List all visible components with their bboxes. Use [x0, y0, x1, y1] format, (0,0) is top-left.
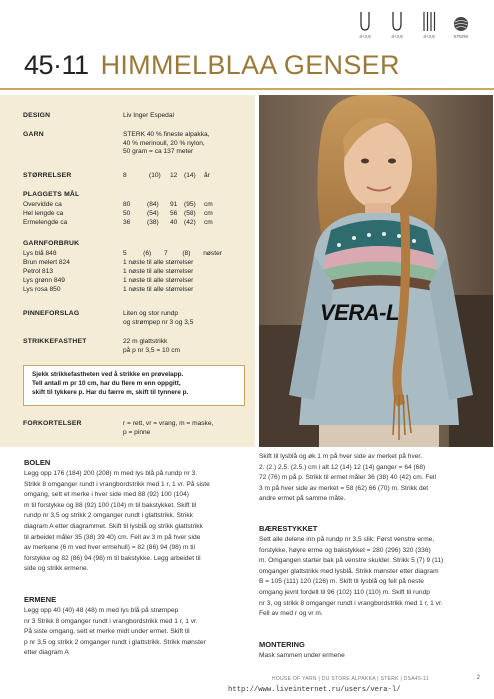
- sleeve-continuation: [259, 452, 491, 505]
- body-line: 2. (2.) 2,5. (2.5.) cm i alt 12 (14) 12 (14) ganger = 64 (68): [259, 463, 426, 471]
- yarn-amount: 1 nøste til alle størrelser: [123, 286, 194, 293]
- design-label: DESIGN: [23, 112, 51, 119]
- pattern-name: HIMMELBLAA GENSER: [100, 50, 400, 80]
- measure-value: (54): [147, 210, 159, 217]
- yarn-amount: 5 (6) 7 (8) nøster: [123, 250, 222, 257]
- body-line: etter diagram A: [24, 649, 69, 657]
- abbreviations-label: FORKORTELSER: [23, 420, 82, 427]
- design-value: Liv Inger Espedal: [123, 112, 174, 119]
- body-line: 3 m på hver side av merket = 58 (62) 66 (70) m. Strikk det: [259, 484, 429, 492]
- body-line: forstykke og 82 (86) 94 (98) m til bakstykke. Legg arbeidet til: [24, 554, 201, 562]
- body-line: omgang, sett et merke i hver side med 88 (92) 100 (104): [24, 491, 189, 499]
- yarn-amount: 1 nøste til alle størrelser: [123, 268, 194, 275]
- body-line: til arbeidet måler 35 (38) 39 40) cm. Fell av 3 m på hver side: [24, 533, 201, 541]
- size-value: 8: [123, 172, 127, 179]
- measure-value: (84): [147, 201, 159, 208]
- page-number: 2: [476, 675, 480, 681]
- yarn-amount: 1 nøste til alle størrelser: [123, 277, 194, 284]
- size-value: (14): [184, 172, 196, 179]
- measure-name: Ermelengde ca: [23, 219, 68, 226]
- abbreviations-line: r = rett, vr = vrang, m = maske,: [123, 420, 214, 427]
- needles-line: og strømpep nr 3 og 3,5: [123, 318, 194, 326]
- circular-needle-icon: [390, 12, 404, 32]
- body-line: Fell av med r og vr m.: [259, 610, 323, 618]
- measure-value: 50: [123, 210, 131, 217]
- section-heading: ERMENE: [24, 595, 57, 604]
- measure-name: Overvidde ca: [23, 201, 62, 208]
- tool-label: STERK: [453, 34, 469, 39]
- warning-line: Tell antall m pr 10 cm, har du flere m enn oppgitt,: [32, 380, 181, 387]
- section-heading: BÆRESTYKKET: [259, 524, 318, 533]
- body-line: nr 3, og strikk 8 omganger rundt i vrangbordstrikk med 1 r, 1 vr.: [259, 599, 443, 607]
- measure-value: (42): [184, 219, 196, 226]
- body-line: diagram A etter diagrammet. Skift til lysblå og strikk glattstrikk: [24, 522, 203, 530]
- size-value: 12: [170, 172, 178, 179]
- garn-line: 40 % merinoull, 20 % nylon,: [123, 139, 205, 147]
- body-line: av merkene (6 m ved hver ermehull) = 82 (86) 94 (98) m til: [24, 544, 195, 552]
- needles-value: [123, 310, 193, 327]
- pattern-number: 45·11: [24, 50, 89, 80]
- body-line: nr 3 Strikk 8 omganger rundt i vrangbordstrikk med 1 r, 1 vr.: [24, 617, 198, 625]
- yarn-color-name: Lys blå 848: [23, 250, 57, 257]
- ermene-section: [24, 595, 256, 659]
- warning-line: skift til tykkere p. Har du færre m, skift til tynnere p.: [32, 389, 189, 396]
- body-line: B = 105 (111) 120 (126) m. Skift til lysblå og fell på neste: [259, 578, 424, 586]
- abbreviations-line: p = pinne: [123, 428, 151, 436]
- yarn-ball-icon: [453, 16, 469, 32]
- source-url[interactable]: http://www.liveinternet.ru/users/vera-l/: [228, 686, 401, 694]
- measurements-label: PLAGGETS MÅL: [23, 191, 80, 198]
- model-photo: [259, 95, 493, 447]
- section-heading: BOLEN: [24, 458, 51, 467]
- baerestykket-section: [259, 524, 491, 620]
- body-line: Sett alle delene inn på rundp nr 3,5 slik: Først venstre erme,: [259, 536, 435, 543]
- body-line: Legg opp 40 (40) 48 (48) m med lys blå på strømpep: [24, 607, 179, 614]
- garn-value: [123, 131, 210, 157]
- yarn-amount: 1 nøste til alle størrelser: [123, 259, 194, 266]
- gauge-label: STRIKKEFASTHET: [23, 338, 87, 345]
- tool-label: 3+3,5: [391, 34, 403, 39]
- girl-in-sweater-illustration: [259, 95, 493, 447]
- body-line: m til forstykke og 88 (92) 100 (104) m til bakstykket. Skift til: [24, 501, 197, 509]
- body-line: Legg opp 176 (184) 200 (208) m med lys blå på rundp nr 3.: [24, 470, 198, 477]
- needles-label: PINNEFORSLAG: [23, 310, 80, 317]
- body-line: omganger glattstrikk med lysblå. Strikk mønster etter diagram: [259, 567, 439, 575]
- double-pointed-needles-icon: [422, 12, 436, 32]
- yarn-color-name: Lys rosa 850: [23, 286, 61, 293]
- watermark: VERA-L: [320, 300, 399, 325]
- size-unit: år: [204, 172, 210, 179]
- body-line: p nr 3,5 og strikk 2 omganger rundt i glattstrikk. Strikk mønster: [24, 638, 206, 646]
- garn-line: 50 gram = ca 137 meter: [123, 148, 194, 156]
- body-line: rundp nr 3,5 og strikk 2 omganger rundt i glattstrikk. Strikk: [24, 512, 193, 520]
- body-line: m. Omgangen starter bak på venstre skulder. Strikk 5 (7) 9 (11): [259, 557, 444, 565]
- circular-needle-icon: [358, 12, 372, 32]
- body-line: Strikk 8 omganger rundt i vrangbordstrikk med 1 r, 1 vr. På siste: [24, 480, 210, 488]
- body-line: På siste omgang, sett et merke midt under ermet. Skift til: [24, 628, 190, 636]
- body-line: andre ermet på samme måte.: [259, 495, 346, 503]
- body-line: 72 (76) m på p. Strikk til ermet måler 36 (38) 40 (42) cm. Fell: [259, 474, 436, 482]
- abbreviations-value: [123, 420, 213, 437]
- sizes-label: STØRRELSER: [23, 172, 72, 179]
- tool-2: [386, 12, 408, 39]
- measure-value: 40: [170, 219, 178, 226]
- yarn-color-name: Brun melert 824: [23, 259, 70, 266]
- gauge-warning-box: [23, 365, 245, 406]
- measure-value: 36: [123, 219, 131, 226]
- measure-value: 80: [123, 201, 131, 208]
- measure-value: 91: [170, 201, 178, 208]
- tool-1: [354, 12, 376, 39]
- tool-label: 3+3,5: [359, 34, 371, 39]
- warning-line: Sjekk strikkefastheten ved å strikke en prøvelapp.: [32, 371, 184, 378]
- bolen-section: [24, 458, 256, 575]
- gauge-value: [123, 338, 180, 355]
- measure-value: (58): [184, 210, 196, 217]
- measure-value: (95): [184, 201, 196, 208]
- body-line: Skift til lysblå og øk 1 m på hver side av merket på hver.: [259, 453, 423, 460]
- section-heading: MONTERING: [259, 640, 305, 649]
- yarn-usage-label: GARNFORBRUK: [23, 240, 80, 247]
- garn-line: STERK 40 % fineste alpakka,: [123, 131, 210, 138]
- tool-3: [418, 12, 440, 39]
- size-value: (10): [149, 172, 161, 179]
- tool-icons: [354, 12, 472, 39]
- yarn-color-name: Petrol 813: [23, 268, 54, 275]
- yarn-color-name: Lys grønn 849: [23, 277, 65, 284]
- page-title: [24, 50, 400, 81]
- body-line: forstykke, høyre erme og bakstykket = 280 (296) 320 (336): [259, 546, 431, 554]
- needles-line: Liten og stor rundp: [123, 310, 178, 317]
- title-divider: [0, 88, 494, 90]
- montering-section: [259, 640, 491, 662]
- measure-unit: cm: [204, 219, 213, 226]
- gauge-line: 22 m glattstrikk: [123, 338, 168, 345]
- body-line: omgang jevnt fordelt til 96 (102) 110 (110) m. Skift til rundp: [259, 588, 430, 596]
- gauge-line: på p nr 3,5 = 10 cm: [123, 346, 180, 354]
- body-line: side og strikk ermene.: [24, 565, 89, 573]
- tool-label: 3+3,5: [423, 34, 435, 39]
- measure-value: 56: [170, 210, 178, 217]
- measure-value: (38): [147, 219, 159, 226]
- measure-name: Hel lengde ca: [23, 210, 64, 217]
- measure-unit: cm: [204, 210, 213, 217]
- garn-label: GARN: [23, 131, 44, 138]
- tool-4: [450, 16, 472, 39]
- footer-credits: HOUSE OF YARN | DU STORE ALPAKKA | STERK | DSA45-11: [272, 676, 429, 682]
- body-line: Mask sammen under ermene: [259, 652, 345, 659]
- measure-unit: cm: [204, 201, 213, 208]
